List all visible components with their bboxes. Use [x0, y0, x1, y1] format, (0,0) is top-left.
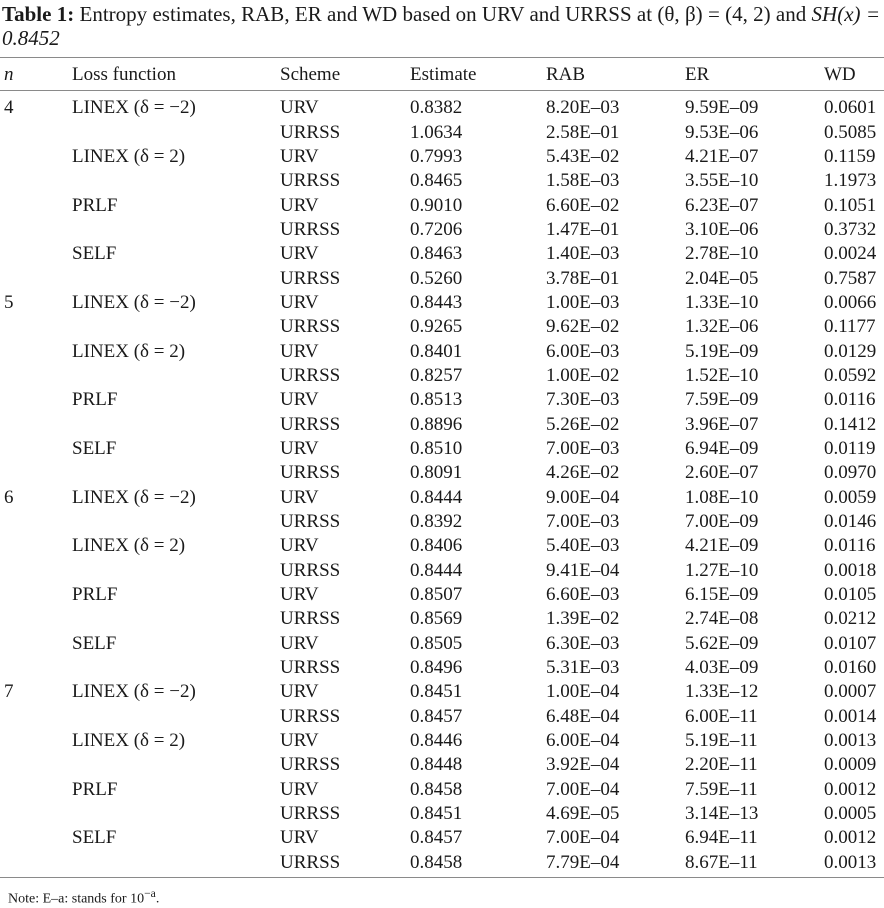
- cell-n: [0, 120, 72, 144]
- cell-er: 1.33E–12: [685, 681, 759, 703]
- top-rule: [0, 57, 884, 58]
- cell-er: 7.59E–09: [685, 389, 759, 411]
- cell-n: [0, 583, 72, 607]
- cell-wd: 0.0007: [824, 681, 877, 703]
- cell-wd: 0.0119: [824, 437, 876, 459]
- cell-er: 3.10E–06: [685, 218, 759, 240]
- cell-scheme: URV: [280, 681, 319, 703]
- cell-rab: 1.39E–02: [546, 608, 620, 630]
- cell-n: [0, 802, 72, 826]
- table-row: [0, 607, 884, 631]
- table-row: [0, 680, 884, 704]
- cell-loss-function: [72, 412, 280, 436]
- cell-n: [0, 559, 72, 583]
- cell-n: 4: [4, 97, 14, 119]
- cell-rab: 4.69E–05: [546, 803, 620, 825]
- cell-er: 1.08E–10: [685, 486, 759, 508]
- cell-estimate: 0.8392: [410, 511, 463, 533]
- cell-wd: 0.1177: [824, 316, 876, 338]
- cell-rab: 1.00E–02: [546, 364, 620, 386]
- cell-n: [0, 753, 72, 777]
- cell-er: 2.20E–11: [685, 754, 758, 776]
- cell-er: 5.62E–09: [685, 632, 759, 654]
- cell-n: [0, 169, 72, 193]
- cell-er: 6.94E–09: [685, 437, 759, 459]
- cell-rab: 1.47E–01: [546, 218, 620, 240]
- cell-scheme: URV: [280, 535, 319, 557]
- cell-rab: 7.79E–04: [546, 851, 620, 873]
- cell-wd: 0.0592: [824, 364, 877, 386]
- cell-er: 6.94E–11: [685, 827, 758, 849]
- cell-n: [0, 461, 72, 485]
- cell-scheme: URV: [280, 145, 319, 167]
- cell-rab: 6.60E–03: [546, 584, 620, 606]
- cell-er: 3.55E–10: [685, 170, 759, 192]
- cell-loss-function: [72, 607, 280, 631]
- results-table: [0, 61, 884, 875]
- cell-scheme: URRSS: [280, 608, 341, 630]
- cell-estimate: 0.8458: [410, 778, 463, 800]
- cell-estimate: 0.8457: [410, 705, 463, 727]
- cell-estimate: 0.8451: [410, 803, 463, 825]
- cell-n: [0, 729, 72, 753]
- cell-scheme: URV: [280, 778, 319, 800]
- cell-wd: 0.0018: [824, 559, 877, 581]
- cell-estimate: 0.8446: [410, 730, 463, 752]
- cell-estimate: 0.8444: [410, 559, 463, 581]
- table-row: [0, 266, 884, 290]
- table-row: [0, 705, 884, 729]
- column-header-rab: RAB: [546, 63, 586, 85]
- cell-estimate: 0.9265: [410, 316, 463, 338]
- cell-rab: 7.00E–04: [546, 827, 620, 849]
- cell-loss-function: [72, 510, 280, 534]
- cell-scheme: URV: [280, 97, 319, 119]
- cell-wd: 0.0066: [824, 291, 877, 313]
- cell-scheme: URRSS: [280, 364, 341, 386]
- cell-rab: 6.00E–04: [546, 730, 620, 752]
- cell-estimate: 0.7206: [410, 218, 463, 240]
- cell-rab: 9.00E–04: [546, 486, 620, 508]
- cell-n: [0, 534, 72, 558]
- cell-wd: 0.1159: [824, 145, 876, 167]
- table-row: [0, 218, 884, 242]
- cell-er: 4.21E–09: [685, 535, 759, 557]
- cell-loss-function: [72, 753, 280, 777]
- cell-wd: 0.0013: [824, 851, 877, 873]
- cell-loss-function: [72, 461, 280, 485]
- cell-n: 6: [4, 486, 14, 508]
- cell-scheme: URRSS: [280, 316, 341, 338]
- cell-scheme: URV: [280, 194, 319, 216]
- column-header-wd: WD: [824, 63, 856, 85]
- cell-scheme: URRSS: [280, 121, 341, 143]
- cell-scheme: URV: [280, 389, 319, 411]
- table-note: [8, 886, 159, 908]
- cell-er: 7.00E–09: [685, 511, 759, 533]
- cell-wd: 0.3732: [824, 218, 877, 240]
- cell-wd: 0.1412: [824, 413, 877, 435]
- cell-loss-function: LINEX (δ = −2): [72, 681, 196, 703]
- cell-scheme: URRSS: [280, 657, 341, 679]
- table-body: [0, 88, 884, 875]
- cell-rab: 7.00E–03: [546, 511, 620, 533]
- cell-n: [0, 632, 72, 656]
- table-row: [0, 583, 884, 607]
- cell-estimate: 0.8513: [410, 389, 463, 411]
- cell-estimate: 0.8463: [410, 243, 463, 265]
- cell-wd: 0.0012: [824, 827, 877, 849]
- column-header-loss-function: Loss function: [72, 63, 176, 85]
- cell-scheme: URV: [280, 584, 319, 606]
- cell-n: [0, 705, 72, 729]
- cell-rab: 5.40E–03: [546, 535, 620, 557]
- cell-wd: 0.0009: [824, 754, 877, 776]
- cell-er: 2.74E–08: [685, 608, 759, 630]
- cell-er: 3.14E–13: [685, 803, 759, 825]
- cell-loss-function: SELF: [72, 632, 117, 654]
- cell-scheme: URRSS: [280, 705, 341, 727]
- cell-estimate: 0.8091: [410, 462, 463, 484]
- cell-loss-function: [72, 656, 280, 680]
- cell-rab: 7.00E–04: [546, 778, 620, 800]
- cell-loss-function: PRLF: [72, 584, 118, 606]
- cell-rab: 5.31E–03: [546, 657, 620, 679]
- cell-wd: 0.0116: [824, 535, 876, 557]
- cell-rab: 1.58E–03: [546, 170, 620, 192]
- cell-scheme: URV: [280, 730, 319, 752]
- cell-er: 5.19E–09: [685, 340, 759, 362]
- note-exponent: −a: [144, 887, 156, 900]
- bottom-rule: [0, 877, 884, 878]
- cell-loss-function: LINEX (δ = 2): [72, 340, 186, 362]
- cell-estimate: 0.8401: [410, 340, 463, 362]
- cell-estimate: 0.8569: [410, 608, 463, 630]
- cell-wd: 0.0012: [824, 778, 877, 800]
- cell-scheme: URRSS: [280, 413, 341, 435]
- cell-er: 1.32E–06: [685, 316, 759, 338]
- cell-loss-function: [72, 266, 280, 290]
- cell-scheme: URV: [280, 486, 319, 508]
- table-row: [0, 461, 884, 485]
- cell-wd: 0.0129: [824, 340, 877, 362]
- cell-n: [0, 266, 72, 290]
- cell-estimate: 0.8382: [410, 97, 463, 119]
- table-row: [0, 778, 884, 802]
- cell-er: 6.23E–07: [685, 194, 759, 216]
- table-header-row: [0, 61, 884, 88]
- table-row: [0, 486, 884, 510]
- cell-scheme: URRSS: [280, 511, 341, 533]
- cell-estimate: 0.5260: [410, 267, 463, 289]
- table-row: [0, 851, 884, 875]
- table-row: [0, 802, 884, 826]
- cell-estimate: 0.8443: [410, 291, 463, 313]
- cell-estimate: 1.0634: [410, 121, 463, 143]
- cell-scheme: URRSS: [280, 754, 341, 776]
- table-row: [0, 510, 884, 534]
- table-row: [0, 169, 884, 193]
- cell-er: 7.59E–11: [685, 778, 758, 800]
- cell-rab: 6.60E–02: [546, 194, 620, 216]
- cell-rab: 2.58E–01: [546, 121, 620, 143]
- cell-er: 9.59E–09: [685, 97, 759, 119]
- cell-scheme: URV: [280, 340, 319, 362]
- cell-loss-function: [72, 705, 280, 729]
- cell-rab: 1.40E–03: [546, 243, 620, 265]
- cell-loss-function: SELF: [72, 827, 117, 849]
- cell-scheme: URRSS: [280, 559, 341, 581]
- cell-er: 6.15E–09: [685, 584, 759, 606]
- cell-estimate: 0.8465: [410, 170, 463, 192]
- cell-scheme: URRSS: [280, 170, 341, 192]
- cell-n: [0, 851, 72, 875]
- table-row: [0, 120, 884, 144]
- cell-estimate: 0.8457: [410, 827, 463, 849]
- cell-n: [0, 607, 72, 631]
- cell-estimate: 0.8496: [410, 657, 463, 679]
- cell-wd: 0.0601: [824, 97, 877, 119]
- cell-rab: 1.00E–03: [546, 291, 620, 313]
- cell-wd: 0.0059: [824, 486, 877, 508]
- column-header-scheme: Scheme: [280, 63, 341, 85]
- table-row: [0, 145, 884, 169]
- cell-n: [0, 388, 72, 412]
- cell-loss-function: [72, 851, 280, 875]
- cell-rab: 6.48E–04: [546, 705, 620, 727]
- table-caption: [2, 2, 880, 50]
- cell-estimate: 0.8510: [410, 437, 463, 459]
- cell-wd: 0.1051: [824, 194, 877, 216]
- cell-estimate: 0.8458: [410, 851, 463, 873]
- cell-n: 7: [4, 681, 14, 703]
- cell-wd: 0.0116: [824, 389, 876, 411]
- cell-estimate: 0.8448: [410, 754, 463, 776]
- cell-loss-function: [72, 120, 280, 144]
- cell-wd: 0.0107: [824, 632, 877, 654]
- cell-estimate: 0.8406: [410, 535, 463, 557]
- cell-wd: 0.0970: [824, 462, 877, 484]
- cell-wd: 0.0212: [824, 608, 877, 630]
- table-row: [0, 88, 884, 120]
- table-row: [0, 339, 884, 363]
- cell-er: 4.21E–07: [685, 145, 759, 167]
- table-row: [0, 193, 884, 217]
- cell-loss-function: [72, 169, 280, 193]
- cell-rab: 7.00E–03: [546, 437, 620, 459]
- cell-wd: 0.0146: [824, 511, 877, 533]
- cell-rab: 3.78E–01: [546, 267, 620, 289]
- cell-wd: 0.0005: [824, 803, 877, 825]
- cell-loss-function: LINEX (δ = 2): [72, 535, 186, 557]
- cell-scheme: URRSS: [280, 462, 341, 484]
- cell-n: [0, 193, 72, 217]
- cell-estimate: 0.8451: [410, 681, 463, 703]
- cell-wd: 0.0024: [824, 243, 877, 265]
- cell-rab: 4.26E–02: [546, 462, 620, 484]
- table-row: [0, 656, 884, 680]
- cell-wd: 0.0014: [824, 705, 877, 727]
- table-row: [0, 632, 884, 656]
- column-header-estimate: Estimate: [410, 63, 477, 85]
- cell-loss-function: LINEX (δ = −2): [72, 97, 196, 119]
- table-row: [0, 291, 884, 315]
- note-suffix: .: [155, 891, 160, 907]
- column-header-er: ER: [685, 63, 710, 85]
- cell-er: 6.00E–11: [685, 705, 758, 727]
- cell-er: 9.53E–06: [685, 121, 759, 143]
- cell-scheme: URV: [280, 437, 319, 459]
- cell-wd: 0.0105: [824, 584, 877, 606]
- cell-n: [0, 412, 72, 436]
- table-row: [0, 242, 884, 266]
- column-header-n: n: [4, 63, 14, 85]
- cell-loss-function: [72, 559, 280, 583]
- cell-n: [0, 826, 72, 850]
- cell-loss-function: LINEX (δ = 2): [72, 145, 186, 167]
- cell-er: 1.27E–10: [685, 559, 759, 581]
- cell-loss-function: [72, 364, 280, 388]
- cell-rab: 9.41E–04: [546, 559, 620, 581]
- cell-er: 5.19E–11: [685, 730, 758, 752]
- cell-wd: 1.1973: [824, 170, 877, 192]
- cell-wd: 0.7587: [824, 267, 877, 289]
- caption-entropy-value: SH(x) = 0.8452: [2, 2, 880, 50]
- cell-scheme: URRSS: [280, 851, 341, 873]
- cell-scheme: URV: [280, 291, 319, 313]
- cell-estimate: 0.8444: [410, 486, 463, 508]
- cell-rab: 7.30E–03: [546, 389, 620, 411]
- caption-label: Table 1:: [2, 2, 75, 26]
- note-text: Note: E–a: stands for 10: [8, 891, 145, 907]
- cell-scheme: URRSS: [280, 803, 341, 825]
- cell-rab: 6.00E–03: [546, 340, 620, 362]
- cell-loss-function: LINEX (δ = −2): [72, 291, 196, 313]
- table-row: [0, 753, 884, 777]
- cell-loss-function: [72, 218, 280, 242]
- cell-n: [0, 656, 72, 680]
- cell-rab: 3.92E–04: [546, 754, 620, 776]
- cell-rab: 9.62E–02: [546, 316, 620, 338]
- cell-n: [0, 437, 72, 461]
- cell-scheme: URRSS: [280, 218, 341, 240]
- cell-wd: 0.0160: [824, 657, 877, 679]
- cell-loss-function: PRLF: [72, 194, 118, 216]
- cell-estimate: 0.8257: [410, 364, 463, 386]
- cell-rab: 5.26E–02: [546, 413, 620, 435]
- cell-estimate: 0.9010: [410, 194, 463, 216]
- cell-estimate: 0.8505: [410, 632, 463, 654]
- cell-er: 3.96E–07: [685, 413, 759, 435]
- table-row: [0, 826, 884, 850]
- cell-scheme: URV: [280, 827, 319, 849]
- table-row: [0, 559, 884, 583]
- cell-loss-function: SELF: [72, 437, 117, 459]
- cell-rab: 6.30E–03: [546, 632, 620, 654]
- cell-rab: 1.00E–04: [546, 681, 620, 703]
- table-row: [0, 364, 884, 388]
- cell-n: 5: [4, 291, 14, 313]
- cell-scheme: URV: [280, 243, 319, 265]
- cell-loss-function: PRLF: [72, 389, 118, 411]
- table-row: [0, 437, 884, 461]
- cell-scheme: URRSS: [280, 267, 341, 289]
- cell-rab: 8.20E–03: [546, 97, 620, 119]
- cell-loss-function: LINEX (δ = −2): [72, 486, 196, 508]
- cell-n: [0, 145, 72, 169]
- cell-wd: 0.0013: [824, 730, 877, 752]
- table-row: [0, 534, 884, 558]
- cell-loss-function: SELF: [72, 243, 117, 265]
- cell-scheme: URV: [280, 632, 319, 654]
- cell-loss-function: LINEX (δ = 2): [72, 730, 186, 752]
- cell-rab: 5.43E–02: [546, 145, 620, 167]
- cell-n: [0, 315, 72, 339]
- cell-er: 1.33E–10: [685, 291, 759, 313]
- table-row: [0, 729, 884, 753]
- cell-er: 2.04E–05: [685, 267, 759, 289]
- table-row: [0, 412, 884, 436]
- cell-er: 1.52E–10: [685, 364, 759, 386]
- cell-er: 8.67E–11: [685, 851, 758, 873]
- cell-wd: 0.5085: [824, 121, 877, 143]
- cell-n: [0, 339, 72, 363]
- table-row: [0, 388, 884, 412]
- cell-loss-function: PRLF: [72, 778, 118, 800]
- cell-n: [0, 364, 72, 388]
- cell-loss-function: [72, 802, 280, 826]
- caption-text: Entropy estimates, RAB, ER and WD based on URV and URRSS at (θ, β) = (4, 2) and: [79, 2, 807, 26]
- table-row: [0, 315, 884, 339]
- cell-er: 4.03E–09: [685, 657, 759, 679]
- cell-loss-function: [72, 315, 280, 339]
- cell-n: [0, 778, 72, 802]
- cell-er: 2.78E–10: [685, 243, 759, 265]
- cell-estimate: 0.8896: [410, 413, 463, 435]
- cell-n: [0, 242, 72, 266]
- cell-n: [0, 218, 72, 242]
- cell-estimate: 0.7993: [410, 145, 463, 167]
- cell-er: 2.60E–07: [685, 462, 759, 484]
- cell-estimate: 0.8507: [410, 584, 463, 606]
- cell-n: [0, 510, 72, 534]
